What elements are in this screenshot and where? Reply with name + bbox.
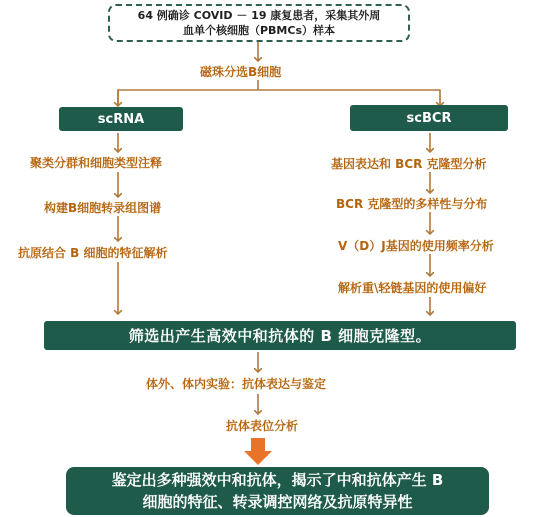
start-line-1: 64 例确诊 COVID － 19 康复患者，采集其外周 <box>137 9 381 22</box>
big-down-arrow <box>244 438 272 465</box>
split-connector <box>118 90 440 106</box>
epitope-label: 抗体表位分析 <box>226 419 299 433</box>
final-line-1: 鉴定出多种强效中和抗体，揭示了中和抗体产生 B <box>111 471 444 489</box>
final-line-2: 细胞的特征、转录调控网络及抗原特异性 <box>142 493 413 511</box>
start-box <box>108 4 410 42</box>
right-step-4: 解析重\轻链基因的使用偏好 <box>338 281 487 295</box>
scbcr-header: scBCR <box>350 105 508 131</box>
magnetic-selection-label: 磁珠分选B细胞 <box>200 65 282 79</box>
right-step-3: V（D）J基因的使用频率分析 <box>338 239 494 253</box>
scrna-header: scRNA <box>59 107 183 131</box>
left-step-2: 构建B细胞转录组图谱 <box>44 201 162 215</box>
right-step-2: BCR 克隆型的多样性与分布 <box>336 197 488 211</box>
left-step-3: 抗原结合 B 细胞的特征解析 <box>18 246 168 260</box>
merge-bar: 筛选出产生高效中和抗体的 B 细胞克隆型。 <box>44 321 516 350</box>
experiment-label: 体外、体内实验：抗体表达与鉴定 <box>146 377 327 391</box>
right-step-1: 基因表达和 BCR 克隆型分析 <box>331 157 487 171</box>
start-line-2: 血单个核细胞（PBMCs）样本 <box>182 24 335 37</box>
left-step-1: 聚类分群和细胞类型注释 <box>30 156 163 170</box>
final-conclusion-box <box>66 467 489 515</box>
